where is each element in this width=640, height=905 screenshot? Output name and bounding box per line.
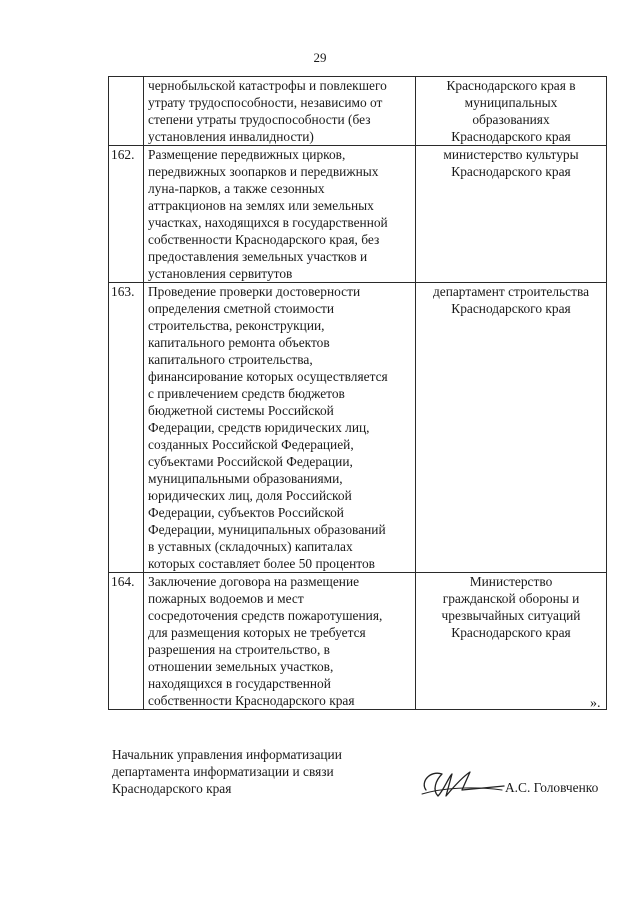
services-table xyxy=(108,76,607,710)
organization-line: Министерство xyxy=(469,574,553,589)
description-line: находящихся в государственной xyxy=(148,676,331,691)
signer-position xyxy=(112,746,342,797)
responsible-organization xyxy=(416,146,607,283)
services-table-body xyxy=(109,77,607,710)
description-line: капитального ремонта объектов xyxy=(148,335,330,350)
description-line: чернобыльской катастрофы и повлекшего xyxy=(148,78,387,93)
page-number: 29 xyxy=(313,50,327,65)
description-line: аттракционов на землях или земельных xyxy=(148,198,374,213)
description-line: с привлечением средств бюджетов xyxy=(148,386,345,401)
responsible-organization xyxy=(416,77,607,146)
description-line: для размещения которых не требуется xyxy=(148,625,366,640)
description-line: собственности Краснодарского края xyxy=(148,693,355,708)
description-line: сосредоточения средств пожаротушения, xyxy=(148,608,383,623)
description-line: юридических лиц, доля Российской xyxy=(148,488,352,503)
closing-quote: ». xyxy=(590,696,601,711)
row-number: 162. xyxy=(109,146,144,283)
service-description xyxy=(144,146,416,283)
description-line: Размещение передвижных цирков, xyxy=(148,147,346,162)
service-description xyxy=(144,283,416,573)
description-line: отношении земельных участков, xyxy=(148,659,334,674)
service-description xyxy=(144,573,416,710)
description-line: участках, находящихся в государственной xyxy=(148,215,388,230)
table-row xyxy=(109,146,607,283)
responsible-organization xyxy=(416,573,607,710)
description-line: финансирование которых осуществляется xyxy=(148,369,388,384)
signer-name: А.С. Головченко xyxy=(505,780,599,795)
signer-position-line: Начальник управления информатизации xyxy=(112,747,342,762)
row-number: 164. xyxy=(109,573,144,710)
description-line: созданных Российской Федерацией, xyxy=(148,437,354,452)
description-line: Федерации, субъектов Российской xyxy=(148,505,344,520)
description-line: пожарных водоемов и мест xyxy=(148,591,304,606)
description-line: Федерации, муниципальных образований xyxy=(148,522,386,537)
organization-line: Краснодарского края xyxy=(451,129,571,144)
organization-line: Краснодарского края xyxy=(451,301,571,316)
description-line: разрешения на строительство, в xyxy=(148,642,330,657)
description-line: луна-парков, а также сезонных xyxy=(148,181,325,196)
service-description xyxy=(144,77,416,146)
signer-position-line: Краснодарского края xyxy=(112,781,232,796)
organization-line: образованиях xyxy=(472,112,550,127)
description-line: бюджетной системы Российской xyxy=(148,403,334,418)
description-line: Проведение проверки достоверности xyxy=(148,284,361,299)
description-line: передвижных зоопарков и передвижных xyxy=(148,164,379,179)
organization-line: Краснодарского края xyxy=(451,164,571,179)
description-line: определения сметной стоимости xyxy=(148,301,335,316)
description-line: субъектами Российской Федерации, xyxy=(148,454,353,469)
description-line: капитального строительства, xyxy=(148,352,313,367)
description-line: установления сервитутов xyxy=(148,266,293,281)
description-line: строительства, реконструкции, xyxy=(148,318,325,333)
row-number xyxy=(109,77,144,146)
description-line: собственности Краснодарского края, без xyxy=(148,232,380,247)
description-line: Заключение договора на размещение xyxy=(148,574,360,589)
responsible-organization xyxy=(416,283,607,573)
description-line: муниципальными образованиями, xyxy=(148,471,343,486)
description-line: Федерации, средств юридических лиц, xyxy=(148,420,370,435)
description-line: установления инвалидности) xyxy=(148,129,314,144)
table-row xyxy=(109,283,607,573)
description-line: которых составляет более 50 процентов xyxy=(148,556,375,571)
table-row xyxy=(109,77,607,146)
description-line: утрату трудоспособности, независимо от xyxy=(148,95,383,110)
organization-line: Краснодарского края xyxy=(451,625,571,640)
organization-line: муниципальных xyxy=(464,95,558,110)
description-line: предоставления земельных участков и xyxy=(148,249,368,264)
organization-line: Краснодарского края в xyxy=(446,78,576,93)
signer-position-line: департамента информатизации и связи xyxy=(112,764,334,779)
row-number: 163. xyxy=(109,283,144,573)
organization-line: министерство культуры xyxy=(443,147,579,162)
handwritten-signature xyxy=(412,760,507,808)
table-row xyxy=(109,573,607,710)
description-line: степени утраты трудоспособности (без xyxy=(148,112,371,127)
organization-line: чрезвычайных ситуаций xyxy=(441,608,581,623)
organization-line: гражданской обороны и xyxy=(442,591,580,606)
description-line: в уставных (складочных) капиталах xyxy=(148,539,353,554)
organization-line: департамент строительства xyxy=(432,284,590,299)
